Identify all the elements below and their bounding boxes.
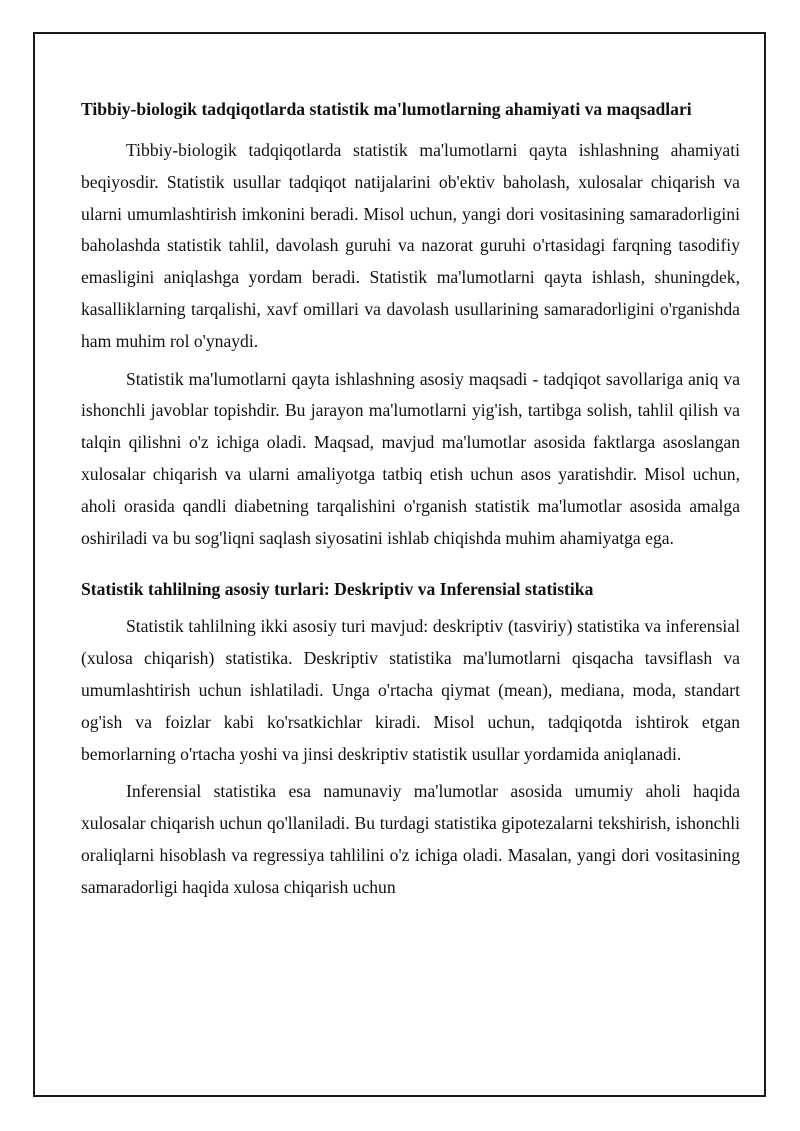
paragraph-main-goal: Statistik ma'lumotlarni qayta ishlashning asosiy maqsadi - tadqiqot savollariga aniq va ishonchli javoblar topishdir. Bu jarayon ma'lumotlarni yig'ish, tartibga solish, tahlil qilish va talqin qilishni o'z ichiga oladi. Maqsad, mavjud ma'lumotlar asosida faktlarga asoslangan xulosalar chiqarish va ularni amaliyotga tatbiq etish uchun asos yaratishdir. Misol uchun, aholi orasida qandli diabetning tarqalishini o'rganish statistik ma'lumotlar asosida amalga oshiriladi va bu sog'liqni saqlash siyosatini ishlab chiqishda muhim ahamiyatga ega.	[81, 368, 740, 548]
section-heading-importance: Tibbiy-biologik tadqiqotlarda statistik ma'lumotlarning ahamiyati va maqsadlari	[81, 99, 692, 119]
paragraph-descriptive: Statistik tahlilning ikki asosiy turi mavjud: deskriptiv (tasviriy) statistika va inferensial (xulosa chiqarish) statistika. Deskriptiv statistika ma'lumotlarni qisqacha tavsiflash va umumlashtirish uchun ishlatiladi. Unga o'rtacha qiymat (mean), mediana, moda, standart og'ish va foizlar kabi ko'rsatkichlar kiradi. Misol uchun, tadqiqotda ishtirok etgan bemorlarning o'rtacha yoshi va jinsi deskriptiv statistik usullar yordamida aniqlanadi.	[81, 616, 740, 764]
document-body	[81, 96, 740, 910]
section-heading-analysis-types: Statistik tahlilning asosiy turlari: Deskriptiv va Inferensial statistika	[81, 579, 594, 600]
paragraph-inferential: Inferensial statistika esa namunaviy ma'lumotlar asosida umumiy aholi haqida xulosalar chiqarish uchun qo'llaniladi. Bu turdagi statistika gipotezalarni tekshirish, ishonchli oraliqlarni hisoblash va regressiya tahlilini o'z ichiga oladi. Masalan, yangi dori vositasining samaradorligi haqida xulosa chiqarish uchun	[81, 781, 740, 897]
paragraph-importance: Tibbiy-biologik tadqiqotlarda statistik ma'lumotlarni qayta ishlashning ahamiyati beqiyosdir. Statistik usullar tadqiqot natijalarini ob'ektiv baholash, xulosalar chiqarish va ularni umumlashtirish imkonini beradi. Misol uchun, yangi dori vositasining samaradorligini baholashda statistik tahlil, davolash guruhi va nazorat guruhi o'rtasidagi farqning tasodifiy emasligini aniqlashga yordam beradi. Statistik ma'lumotlarni qayta ishlash, shuningdek, kasalliklarning tarqalishi, xavf omillari va davolash usullarining samaradorligini o'rganishda ham muhim rol o'ynaydi.	[81, 140, 740, 351]
